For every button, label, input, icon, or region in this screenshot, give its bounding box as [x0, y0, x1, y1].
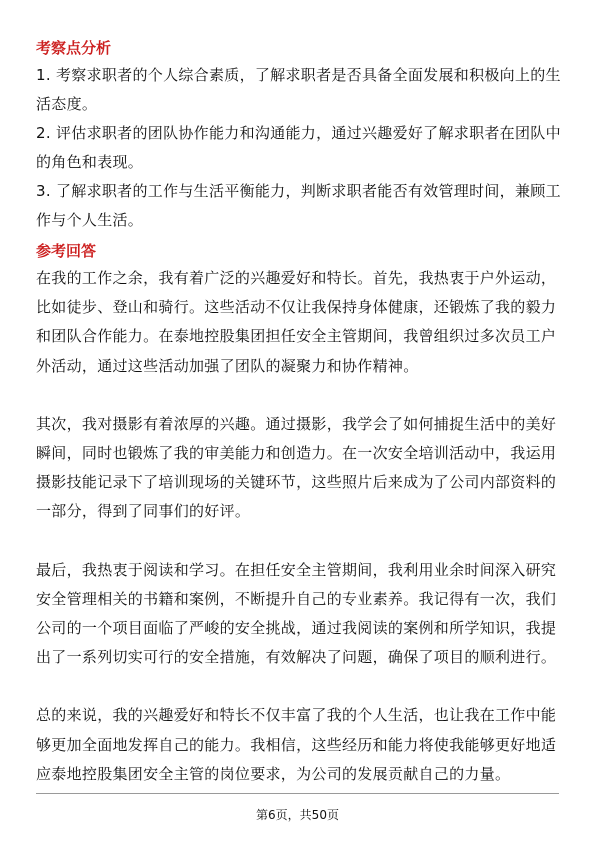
analysis-list [36, 61, 566, 235]
footer-divider [36, 793, 559, 794]
analysis-point: 1. 考察求职者的个人综合素质，了解求职者是否具备全面发展和积极向上的生活态度。 [36, 66, 561, 113]
page-number: 第6页，共50页 [256, 808, 339, 822]
analysis-heading: 考察点分析 [36, 39, 112, 57]
analysis-point: 3. 了解求职者的工作与生活平衡能力，判断求职者能否有效管理时间，兼顾工作与个人生活。 [36, 182, 561, 229]
answer-paragraph: 最后，我热衷于阅读和学习。在担任安全主管期间，我利用业余时间深入研究安全管理相关的书籍和案例，不断提升自己的专业素养。我记得有一次，我们公司的一个项目面临了严峻的安全挑战，通过我阅读的案例和所学知识，我提出了一系列切实可行的安全措施，有效解决了问题，确保了项目的顺利进行。 [36, 560, 557, 667]
answer-paragraph: 总的来说，我的兴趣爱好和特长不仅丰富了我的个人生活，也让我在工作中能够更加全面地发挥自己的能力。我相信，这些经历和能力将使我能够更好地适应泰地控股集团安全主管的岗位要求，为公司的发展贡献自己的力量。 [36, 706, 557, 783]
analysis-point: 2. 评估求职者的团队协作能力和沟通能力，通过兴趣爱好了解求职者在团队中的角色和表现。 [36, 124, 561, 171]
answer-paragraph: 在我的工作之余，我有着广泛的兴趣爱好和特长。首先，我热衷于户外运动，比如徒步、登山和骑行。这些活动不仅让我保持身体健康，还锻炼了我的毅力和团队合作能力。在泰地控股集团担任安全主管期间，我曾组织过多次员工户外活动，通过这些活动加强了团队的凝聚力和协作精神。 [36, 269, 557, 375]
answer-paragraph: 其次，我对摄影有着浓厚的兴趣。通过摄影，我学会了如何捕捉生活中的美好瞬间，同时也锻炼了我的审美能力和创造力。在一次安全培训活动中，我运用摄影技能记录下了培训现场的关键环节，这些照片后来成为了公司内部资料的一部分，得到了同事们的好评。 [36, 414, 557, 521]
answer-heading: 参考回答 [36, 242, 97, 260]
document-body [36, 38, 566, 789]
answer-body [36, 264, 566, 789]
